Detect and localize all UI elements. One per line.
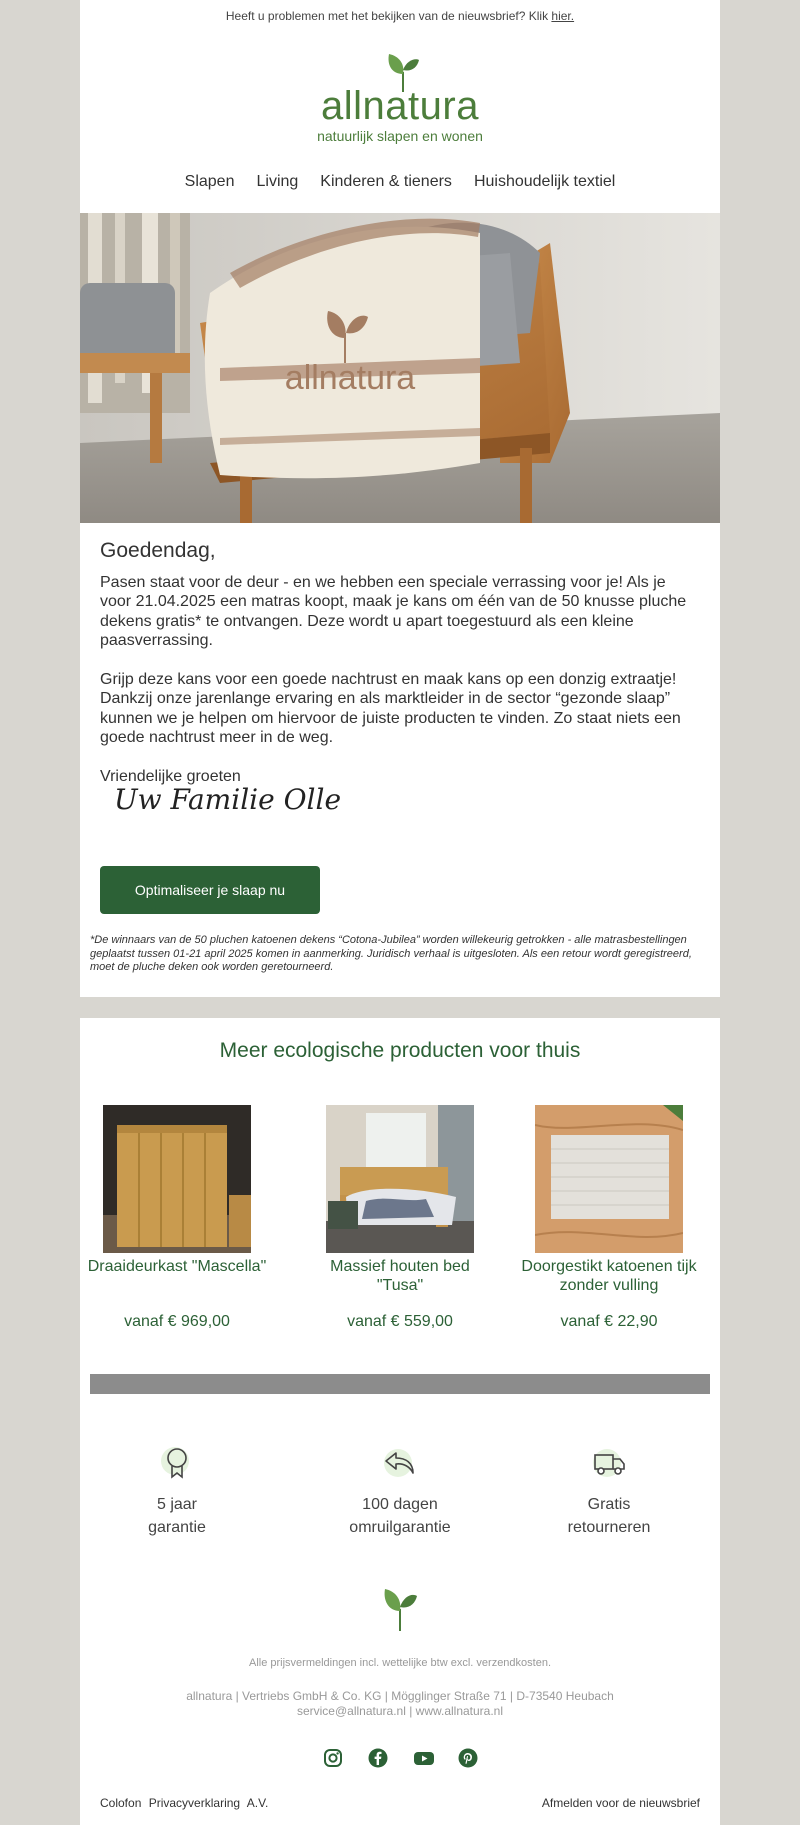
terms-link[interactable]: A.V. bbox=[246, 1796, 269, 1810]
usp-line-2: garantie bbox=[148, 1519, 206, 1536]
paragraph-2: Grijp deze kans voor een goede nachtrust en maak kans op een donzig extraatje! Dankzij onze jarenlange ervaring en als marktleider in de sector “gezonde slaap” kunnen we je helpen om hiervoor de juiste producten te vinden. Zo staat niets een goede nachtrust meer in de weg. bbox=[100, 670, 681, 746]
usp-returns bbox=[516, 1443, 702, 1539]
logo[interactable] bbox=[80, 52, 720, 144]
hero-illustration bbox=[80, 213, 720, 523]
product-image-ticking[interactable] bbox=[535, 1105, 683, 1253]
preheader-text: Heeft u problemen met het bekijken van de nieuwsbrief? Klik bbox=[225, 9, 552, 23]
unsubscribe-link[interactable]: Afmelden voor de nieuwsbrief bbox=[541, 1796, 700, 1810]
preheader-link[interactable]: hier. bbox=[551, 9, 575, 23]
newsletter-main-card bbox=[80, 0, 720, 997]
pinterest-icon[interactable] bbox=[458, 1748, 478, 1768]
usp-exchange bbox=[307, 1443, 493, 1539]
logo-leaf-icon bbox=[385, 52, 421, 92]
product-name[interactable]: Doorgestikt katoenen tijk zonder vulling bbox=[521, 1258, 697, 1294]
usp-warranty bbox=[84, 1443, 270, 1539]
award-icon bbox=[157, 1443, 197, 1483]
main-navigation bbox=[80, 173, 720, 191]
instagram-icon[interactable] bbox=[323, 1748, 343, 1768]
company-address bbox=[80, 1689, 720, 1719]
disclaimer: *De winnaars van de 50 pluchen katoenen dekens “Cotona-Jubilea” worden willekeurig getrokken - alle matrasbestellingen geplaatst tussen 01-21 april 2025 komen in aanmerking. Juridisch verhaal is uitgesloten. Als een retour wordt geregistreerd, moet de pluche deken ook worden geretourneerd. bbox=[90, 934, 692, 973]
product-card[interactable] bbox=[84, 1105, 270, 1331]
footer-leaf-icon bbox=[380, 1585, 420, 1636]
hero-image[interactable] bbox=[80, 213, 720, 523]
nav-item-kinderen[interactable]: Kinderen & tieners bbox=[320, 173, 452, 190]
letter-body bbox=[100, 541, 700, 838]
signature: Uw Familie Olle bbox=[114, 783, 342, 816]
paragraph-1: Pasen staat voor de deur - en we hebben een speciale verrassing voor je! Als je voor 21.04.2025 een matras koopt, maak je kans om één van de 50 knusse pluche dekens gratis* te ontvangen. Deze wordt u apart toegestuurd als een kleine paasverrassing. bbox=[100, 573, 687, 649]
nav-item-textiel[interactable]: Huishoudelijk textiel bbox=[473, 173, 616, 190]
preheader bbox=[80, 9, 720, 23]
product-card[interactable] bbox=[307, 1105, 493, 1331]
product-price: vanaf € 22,90 bbox=[560, 1313, 658, 1330]
product-price: vanaf € 559,00 bbox=[347, 1313, 453, 1330]
privacy-link[interactable]: Privacyverklaring bbox=[148, 1796, 241, 1810]
nav-item-living[interactable]: Living bbox=[256, 173, 299, 190]
usp-line-2: omruilgarantie bbox=[349, 1519, 451, 1536]
address-line-2[interactable]: service@allnatura.nl | www.allnatura.nl bbox=[296, 1704, 504, 1718]
greeting: Goedendag, bbox=[100, 539, 216, 562]
product-image-wardrobe[interactable] bbox=[103, 1105, 251, 1253]
product-card[interactable] bbox=[516, 1105, 702, 1331]
colofon-link[interactable]: Colofon bbox=[100, 1796, 142, 1810]
usp-line-1: 100 dagen bbox=[362, 1496, 438, 1513]
section-title: Meer ecologische producten voor thuis bbox=[219, 1039, 581, 1062]
optimize-sleep-button[interactable]: Optimaliseer je slaap nu bbox=[100, 866, 320, 914]
address-line-1: allnatura | Vertriebs GmbH & Co. KG | Mögglinger Straße 71 | D-73540 Heubach bbox=[186, 1689, 614, 1703]
social-links bbox=[80, 1748, 720, 1768]
more-products-card bbox=[80, 1018, 720, 1825]
usp-line-1: Gratis bbox=[587, 1496, 631, 1513]
facebook-icon[interactable] bbox=[368, 1748, 388, 1768]
return-arrow-icon bbox=[380, 1443, 420, 1483]
product-name[interactable]: Draaideurkast "Mascella" bbox=[87, 1258, 267, 1275]
logo-tagline: natuurlijk slapen en wonen bbox=[317, 128, 483, 144]
usp-line-1: 5 jaar bbox=[156, 1496, 198, 1513]
hero-blanket-text: allnatura bbox=[284, 359, 416, 397]
divider-bar bbox=[90, 1374, 710, 1394]
legal-note: Alle prijsvermeldingen incl. wettelijke btw excl. verzendkosten. bbox=[248, 1657, 552, 1669]
product-image-bed[interactable] bbox=[326, 1105, 474, 1253]
nav-item-slapen[interactable]: Slapen bbox=[184, 173, 235, 190]
product-name[interactable]: Massief houten bed "Tusa" bbox=[330, 1258, 470, 1294]
youtube-icon[interactable] bbox=[413, 1748, 433, 1768]
logo-wordmark: allnatura bbox=[321, 84, 479, 128]
product-price: vanaf € 969,00 bbox=[124, 1313, 230, 1330]
truck-icon bbox=[589, 1443, 629, 1483]
closing: Vriendelijke groeten bbox=[100, 767, 241, 785]
usp-line-2: retourneren bbox=[567, 1519, 651, 1536]
